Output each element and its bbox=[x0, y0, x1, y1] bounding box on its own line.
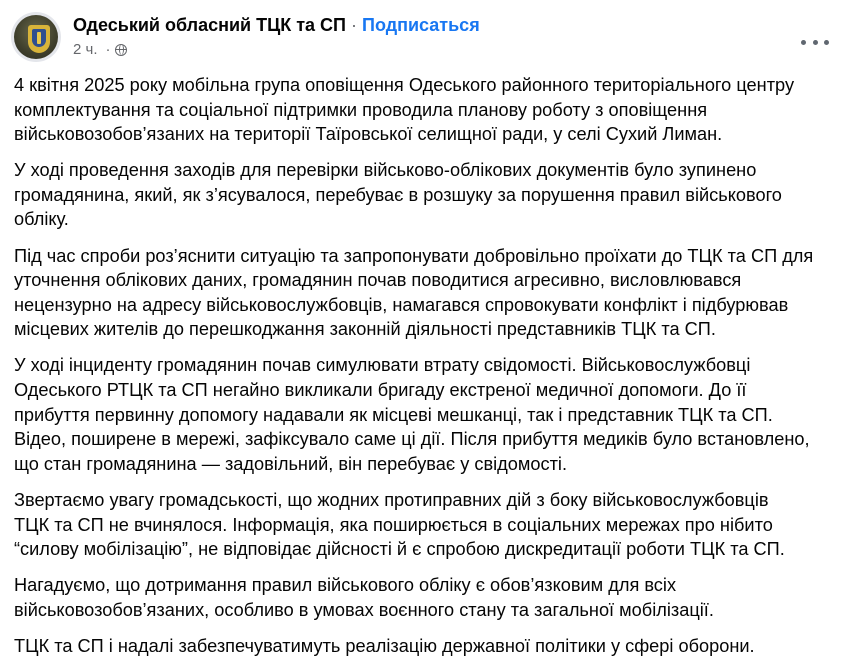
page-title-row bbox=[73, 15, 480, 36]
post-text bbox=[14, 73, 834, 670]
post-text-line: громадянина, який, як з’ясувалося, перебуває в розшуку за порушення правил військового bbox=[14, 184, 782, 205]
post-header bbox=[11, 12, 831, 64]
post-text-line: що стан громадянина — задовільний, він перебуває у свідомості. bbox=[14, 453, 568, 474]
post-meta bbox=[73, 41, 127, 58]
post-paragraph bbox=[14, 488, 834, 562]
post-paragraph bbox=[14, 573, 834, 622]
post-paragraph bbox=[14, 158, 834, 232]
post-paragraph bbox=[14, 634, 834, 659]
coat-of-arms-emblem-icon bbox=[14, 15, 58, 59]
post-text-line: 4 квітня 2025 року мобільна група оповіщення Одеського районного територіального центру bbox=[14, 75, 795, 95]
post-text-line: Одеського РТЦК та СП негайно викликали бригаду екстреної медичної допомоги. До її bbox=[14, 380, 747, 401]
globe-icon bbox=[115, 44, 127, 56]
post-text-line: ТЦК та СП не вчинялося. Інформація, яка поширюється в соціальних мережах про нібито bbox=[14, 514, 773, 535]
post-text-line: У ході проведення заходів для перевірки військово-облікових документів було зупинено bbox=[14, 160, 757, 181]
avatar[interactable] bbox=[11, 12, 61, 62]
post-text-line: комплектування та соціальної підтримки проводила планову роботу з оповіщення bbox=[14, 99, 708, 120]
post-text-line: Під час спроби роз’яснити ситуацію та запропонувати добровільно проїхати до ТЦК та СП для bbox=[14, 245, 814, 266]
post-text-line: Нагадуємо, що дотримання правил військового обліку є обов’язковим для всіх bbox=[14, 575, 677, 596]
post-paragraph bbox=[14, 353, 834, 476]
post-paragraph bbox=[14, 73, 834, 147]
post-text-line: уточнення облікових даних, громадянин почав поводитися агресивно, висловлювався bbox=[14, 270, 742, 291]
post-text-line: Відео, поширене в мережі, зафіксувало саме ці дії. Після прибуття медиків було встановлено, bbox=[14, 429, 810, 450]
post-paragraph bbox=[14, 244, 834, 342]
more-horizontal-icon[interactable] bbox=[801, 36, 829, 48]
post-text-line: ТЦК та СП і надалі забезпечуватимуть реалізацію державної політики у сфері оборони. bbox=[14, 635, 755, 656]
page-name-link[interactable]: Одеський обласний ТЦК та СП bbox=[73, 15, 346, 35]
post-text-line: прибуття первинну допомогу надавали як місцеві мешканці, так і представник ТЦК та СП. bbox=[14, 404, 773, 425]
post-text-line: військовозобов’язаних на території Таїровської селищної ради, у селі Сухий Лиман. bbox=[14, 124, 723, 145]
post-text-line: Звертаємо увагу громадськості, що жодних протиправних дій з боку військовослужбовців bbox=[14, 489, 769, 510]
post-text-line: обліку. bbox=[14, 209, 69, 230]
meta-separator: · bbox=[105, 41, 111, 58]
post-text-line: місцевих жителів до перешкоджання законній діяльності представників ТЦК та СП. bbox=[14, 319, 716, 340]
post-text-line: У ході інциденту громадянин почав симулювати втрату свідомості. Військовослужбовці bbox=[14, 355, 751, 376]
post-text-line: нецензурно на адресу військовослужбовців, намагався спровокувати конфлікт і підбурював bbox=[14, 294, 789, 315]
post-text-line: “силову мобілізацію”, не відповідає дійсності й є спробою дискредитації роботи ТЦК та СП. bbox=[14, 539, 785, 560]
title-separator: · bbox=[351, 15, 357, 35]
subscribe-button[interactable]: Подписаться bbox=[362, 15, 480, 35]
post-text-line: військовозобов’язаних, особливо в умовах воєнного стану та загальної мобілізації. bbox=[14, 599, 714, 620]
post-timestamp[interactable]: 2 ч. bbox=[73, 41, 98, 58]
